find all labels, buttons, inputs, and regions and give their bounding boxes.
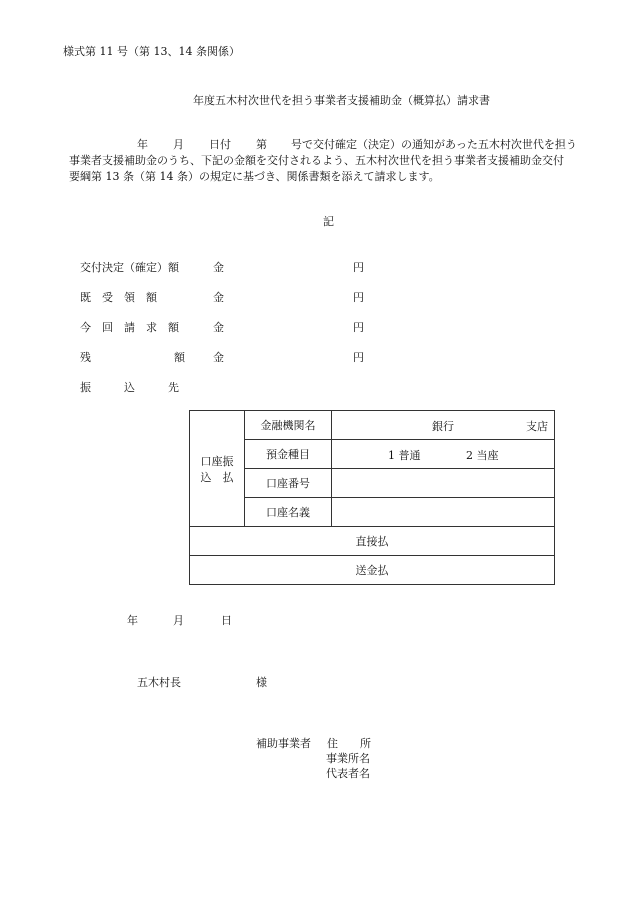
bank-name-label: 金融機関名 xyxy=(245,411,332,440)
bank-shiten-label: 支店 xyxy=(526,420,548,433)
addressee-honorific: 様 xyxy=(256,676,267,689)
account-transfer-label-1: 口座振 xyxy=(200,454,234,468)
amount-yen: 円 xyxy=(353,291,364,304)
intro-line1-rest: 号で交付確定（決定）の通知があった五木村次世代を担う xyxy=(291,138,577,151)
amount-label-requested: 今 回 請 求 額 xyxy=(80,321,179,334)
date-day: 日 xyxy=(221,614,232,627)
date-month: 月 xyxy=(173,614,184,627)
amount-label-decided: 交付決定（確定）額 xyxy=(80,261,179,274)
applicant-office-label: 事業所名 xyxy=(326,752,370,765)
addressee-name: 五木村長 xyxy=(137,676,181,689)
account-holder-label: 口座名義 xyxy=(245,498,332,527)
direct-payment-option[interactable]: 直接払 xyxy=(190,527,555,556)
intro-year: 年 xyxy=(137,138,148,151)
amount-kin: 金 xyxy=(213,291,224,304)
amount-yen: 円 xyxy=(353,321,364,334)
ki-heading: 記 xyxy=(323,215,334,228)
account-transfer-cell xyxy=(190,411,245,527)
remittance-payment-option[interactable]: 送金払 xyxy=(190,556,555,585)
account-number-field[interactable] xyxy=(332,469,555,498)
amount-kin: 金 xyxy=(213,351,224,364)
bank-ginko-label: 銀行 xyxy=(432,420,454,433)
intro-month: 月 xyxy=(173,138,184,151)
date-year: 年 xyxy=(127,614,138,627)
document-title: 年度五木村次世代を担う事業者支援補助金（概算払）請求書 xyxy=(193,94,490,107)
amount-kin: 金 xyxy=(213,321,224,334)
amount-gaku: 額 xyxy=(174,351,185,364)
deposit-type-field[interactable] xyxy=(332,440,555,469)
deposit-type-label: 預金種目 xyxy=(245,440,332,469)
applicant-label: 補助事業者 xyxy=(256,737,311,750)
intro-line2: 事業者支援補助金のうち、下記の金額を交付されるよう、五木村次世代を担う事業者支援補助金交付 xyxy=(69,154,564,167)
deposit-type-futsu[interactable]: 1 普通 xyxy=(388,449,421,462)
account-holder-field[interactable] xyxy=(332,498,555,527)
amount-label-received: 既 受 領 額 xyxy=(80,291,157,304)
account-number-label: 口座番号 xyxy=(245,469,332,498)
amount-yen: 円 xyxy=(353,261,364,274)
account-transfer-label-2: 込 払 xyxy=(200,470,234,484)
intro-day: 日付 xyxy=(209,138,231,151)
deposit-type-toza[interactable]: 2 当座 xyxy=(466,449,499,462)
intro-line3: 要綱第 13 条（第 14 条）の規定に基づき、関係書類を添えて請求します。 xyxy=(69,170,440,183)
bank-account-table xyxy=(189,410,555,585)
amount-yen: 円 xyxy=(353,351,364,364)
applicant-representative-label: 代表者名 xyxy=(326,767,370,780)
intro-dai: 第 xyxy=(256,138,267,151)
bank-name-field[interactable] xyxy=(332,411,555,440)
amount-label-remaining: 残 xyxy=(80,351,91,364)
applicant-address-label: 住 所 xyxy=(327,737,371,750)
transfer-destination-label: 振 込 先 xyxy=(80,381,179,394)
form-number: 様式第 11 号（第 13、14 条関係） xyxy=(63,45,240,58)
amount-kin: 金 xyxy=(213,261,224,274)
